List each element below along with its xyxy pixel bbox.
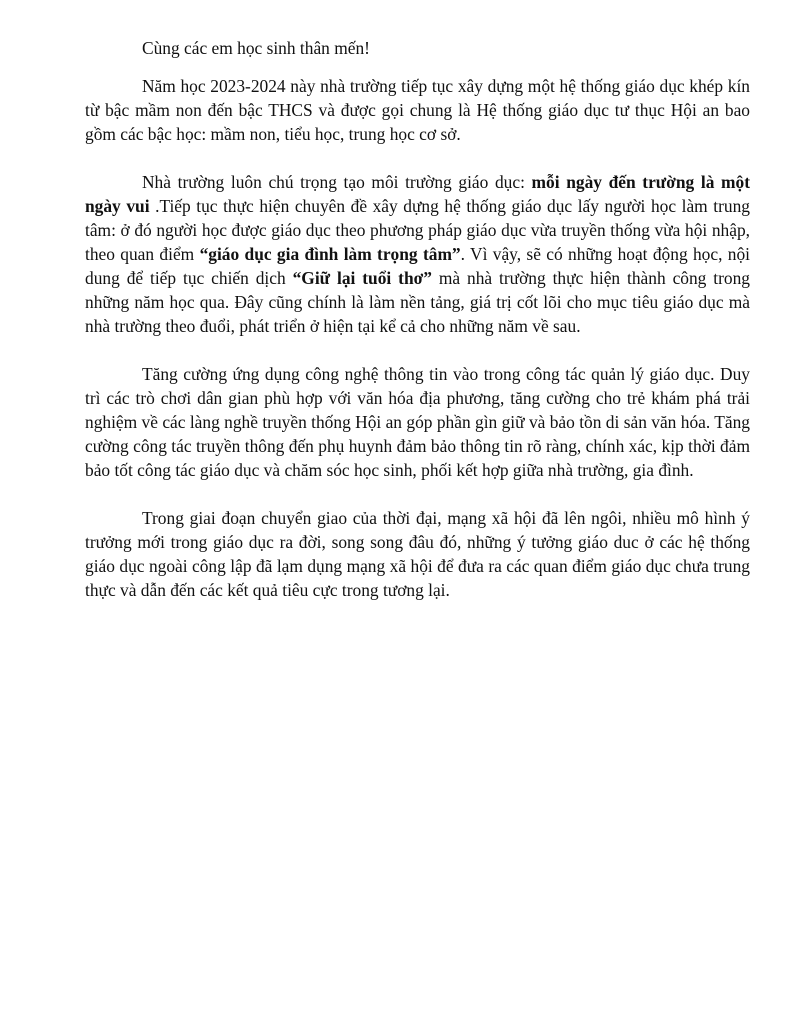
paragraph-school-system: Năm học 2023-2024 này nhà trường tiếp tục xây dựng một hệ thống giáo dục khép kín từ bậc mầm non đến bậc THCS và được gọi chung là Hệ thống giáo dục tư thục Hội an bao gồm các bậc học: mầm non, tiểu học, trung học cơ sở. (85, 76, 750, 144)
bold-phrase-keep-childhood: “Giữ lại tuổi thơ” (292, 268, 432, 288)
paragraph-social-media: Trong giai đoạn chuyển giao của thời đại, mạng xã hội đã lên ngôi, nhiều mô hình ý trưởng mới trong giáo dục ra đời, song song đâu đó, những ý tưởng giáo duc ở các hệ thống giáo dục ngoài công lập đã lạm dụng mạng xã hội để đưa ra các quan điểm giáo dục chưa trung thực và dẫn đến các kết quả tiêu cực trong tương lại. (85, 508, 750, 600)
text-run: .Tiếp tục thực hiện chuyên đề xây dựng hệ thống giáo dục lấy người học làm trung tâm: ở đó người học được giáo dục theo phương pháp giáo dục vừa truyền thống vừa hội nhập, theo quan điểm (85, 196, 750, 264)
text-run: Nhà trường luôn chú trọng tạo môi trường giáo dục: (142, 172, 532, 192)
text-run: mà nhà trường thực hiện thành công trong những năm học qua. Đây cũng chính là làm nền tảng, giá trị cốt lõi cho mục tiêu giáo dục mà nhà trường theo đuổi, phát triển ở hiện tại kể cả cho những năm về sau. (85, 268, 750, 336)
text-run: . Vì vậy, sẽ có những hoạt động học, nội dung để tiếp tục chiến dịch (85, 244, 751, 288)
document-page (85, 36, 750, 626)
paragraph-technology: Tăng cường ứng dụng công nghệ thông tin vào trong công tác quản lý giáo dục. Duy trì các trò chơi dân gian phù hợp với văn hóa địa phương, tăng cường cho trẻ khám phá trải nghiệm về các làng nghề truyền thống Hội an góp phần gìn giữ và bảo tồn di sản văn hóa. Tăng cường công tác truyền thông đến phụ huynh đảm bảo thông tin rõ ràng, chính xác, kịp thời đảm bảo tốt công tác giáo dục và chăm sóc học sinh, phối kết hợp giữa nhà trường, gia đình. (85, 364, 750, 480)
paragraph-education-environment (85, 170, 750, 338)
greeting-line: Cùng các em học sinh thân mến! (142, 38, 370, 58)
bold-phrase-family-education: “giáo dục gia đình làm trọng tâm” (199, 244, 461, 264)
bold-phrase-happy-day: mỗi ngày đến trường là một ngày vui (85, 172, 751, 216)
